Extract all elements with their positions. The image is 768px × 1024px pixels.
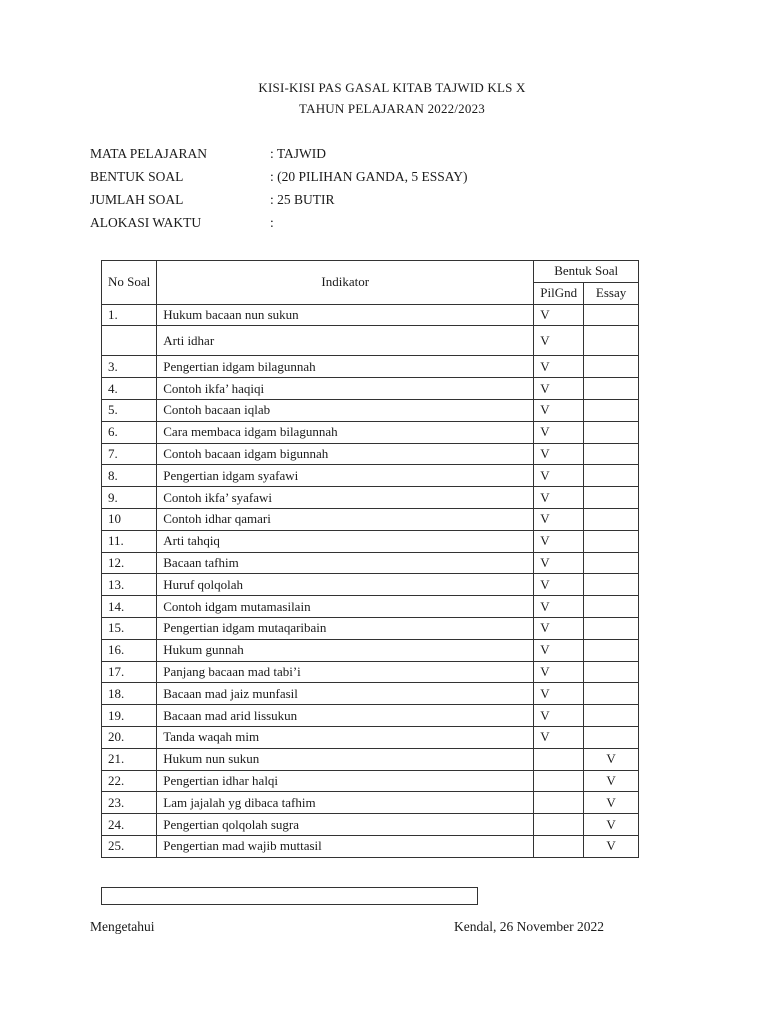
cell-pilgnd: V	[534, 596, 584, 618]
meta-info	[90, 146, 468, 238]
cell-pilgnd: V	[534, 421, 584, 443]
cell-no: 7.	[102, 443, 157, 465]
cell-indikator: Pengertian idhar halqi	[157, 770, 534, 792]
cell-indikator: Huruf qolqolah	[157, 574, 534, 596]
cell-pilgnd	[534, 814, 584, 836]
document-title: KISI-KISI PAS GASAL KITAB TAJWID KLS X	[258, 80, 526, 95]
cell-indikator: Hukum gunnah	[157, 639, 534, 661]
cell-no: 24.	[102, 814, 157, 836]
footer-place-date: Kendal, 26 November 2022	[454, 919, 604, 934]
cell-indikator: Hukum nun sukun	[157, 748, 534, 770]
table-row	[102, 748, 639, 770]
cell-essay	[584, 304, 639, 326]
cell-indikator: Contoh bacaan iqlab	[157, 399, 534, 421]
cell-indikator: Tanda waqah mim	[157, 726, 534, 748]
table-row	[102, 326, 639, 356]
cell-pilgnd: V	[534, 661, 584, 683]
cell-no: 9.	[102, 487, 157, 509]
kisi-kisi-table	[101, 260, 639, 858]
cell-indikator: Bacaan tafhim	[157, 552, 534, 574]
meta-label: MATA PELAJARAN	[90, 146, 208, 161]
cell-no: 16.	[102, 639, 157, 661]
cell-pilgnd: V	[534, 683, 584, 705]
table-row	[102, 378, 639, 400]
cell-no: 20.	[102, 726, 157, 748]
cell-pilgnd: V	[534, 574, 584, 596]
cell-essay	[584, 596, 639, 618]
table-row	[102, 639, 639, 661]
cell-essay	[584, 487, 639, 509]
table-row	[102, 705, 639, 727]
cell-pilgnd: V	[534, 508, 584, 530]
cell-pilgnd	[534, 748, 584, 770]
meta-label: BENTUK SOAL	[90, 169, 184, 184]
cell-essay	[584, 399, 639, 421]
cell-essay	[584, 421, 639, 443]
cell-indikator: Arti tahqiq	[157, 530, 534, 552]
cell-no: 17.	[102, 661, 157, 683]
table-row	[102, 399, 639, 421]
footer-mengetahui: Mengetahui	[90, 919, 155, 934]
cell-no: 21.	[102, 748, 157, 770]
cell-essay	[584, 639, 639, 661]
cell-indikator: Arti idhar	[157, 326, 534, 356]
meta-value: : 25 BUTIR	[270, 192, 335, 207]
cell-essay	[584, 661, 639, 683]
meta-row	[90, 192, 468, 215]
cell-no: 11.	[102, 530, 157, 552]
table-row	[102, 552, 639, 574]
cell-pilgnd: V	[534, 399, 584, 421]
meta-value: :	[270, 215, 274, 230]
header-no-soal: No Soal	[102, 261, 157, 305]
cell-pilgnd: V	[534, 639, 584, 661]
cell-indikator: Pengertian idgam mutaqaribain	[157, 617, 534, 639]
meta-label: JUMLAH SOAL	[90, 192, 184, 207]
cell-pilgnd: V	[534, 465, 584, 487]
cell-indikator: Pengertian idgam syafawi	[157, 465, 534, 487]
cell-essay: V	[584, 835, 639, 857]
cell-pilgnd: V	[534, 487, 584, 509]
cell-no: 25.	[102, 835, 157, 857]
table-row	[102, 683, 639, 705]
cell-essay	[584, 465, 639, 487]
cell-essay	[584, 552, 639, 574]
cell-pilgnd: V	[534, 326, 584, 356]
cell-pilgnd: V	[534, 304, 584, 326]
cell-pilgnd: V	[534, 705, 584, 727]
cell-essay	[584, 378, 639, 400]
cell-essay	[584, 326, 639, 356]
cell-no: 8.	[102, 465, 157, 487]
cell-no: 4.	[102, 378, 157, 400]
cell-essay: V	[584, 770, 639, 792]
cell-indikator: Pengertian idgam bilagunnah	[157, 356, 534, 378]
meta-value: : TAJWID	[270, 146, 327, 161]
header-bentuk-soal: Bentuk Soal	[534, 261, 639, 283]
table-row	[102, 487, 639, 509]
table-row	[102, 835, 639, 857]
table-row	[102, 465, 639, 487]
document-subtitle: TAHUN PELAJARAN 2022/2023	[299, 101, 485, 116]
cell-indikator: Contoh ikfa’ haqiqi	[157, 378, 534, 400]
header-pilgnd: PilGnd	[534, 282, 584, 304]
cell-no: 12.	[102, 552, 157, 574]
table-row	[102, 508, 639, 530]
cell-pilgnd: V	[534, 378, 584, 400]
header-indikator: Indikator	[157, 261, 534, 305]
cell-indikator: Hukum bacaan nun sukun	[157, 304, 534, 326]
cell-indikator: Panjang bacaan mad tabi’i	[157, 661, 534, 683]
cell-no: 14.	[102, 596, 157, 618]
table-row	[102, 814, 639, 836]
cell-indikator: Lam jajalah yg dibaca tafhim	[157, 792, 534, 814]
cell-pilgnd	[534, 792, 584, 814]
cell-essay: V	[584, 792, 639, 814]
cell-essay: V	[584, 814, 639, 836]
table-row	[102, 574, 639, 596]
cell-no: 23.	[102, 792, 157, 814]
cell-no: 3.	[102, 356, 157, 378]
cell-essay	[584, 705, 639, 727]
cell-pilgnd	[534, 835, 584, 857]
table-row	[102, 356, 639, 378]
cell-indikator: Cara membaca idgam bilagunnah	[157, 421, 534, 443]
cell-no: 10	[102, 508, 157, 530]
cell-pilgnd: V	[534, 356, 584, 378]
table-row	[102, 617, 639, 639]
cell-pilgnd	[534, 770, 584, 792]
table-row	[102, 661, 639, 683]
cell-no: 6.	[102, 421, 157, 443]
cell-indikator: Contoh idhar qamari	[157, 508, 534, 530]
table-row	[102, 530, 639, 552]
cell-pilgnd: V	[534, 552, 584, 574]
cell-no	[102, 326, 157, 356]
cell-pilgnd: V	[534, 443, 584, 465]
cell-no: 5.	[102, 399, 157, 421]
cell-indikator: Contoh bacaan idgam bigunnah	[157, 443, 534, 465]
cell-essay	[584, 530, 639, 552]
meta-row	[90, 215, 468, 238]
table-row	[102, 726, 639, 748]
cell-essay	[584, 683, 639, 705]
cell-indikator: Pengertian mad wajib muttasil	[157, 835, 534, 857]
cell-indikator: Contoh ikfa’ syafawi	[157, 487, 534, 509]
table-row	[102, 421, 639, 443]
table-row	[102, 443, 639, 465]
cell-essay	[584, 443, 639, 465]
meta-value: : (20 PILIHAN GANDA, 5 ESSAY)	[270, 169, 468, 184]
cell-no: 15.	[102, 617, 157, 639]
cell-no: 18.	[102, 683, 157, 705]
table-row	[102, 770, 639, 792]
cell-essay	[584, 617, 639, 639]
table-row	[102, 792, 639, 814]
cell-essay	[584, 726, 639, 748]
cell-no: 13.	[102, 574, 157, 596]
cell-pilgnd: V	[534, 530, 584, 552]
meta-row	[90, 146, 468, 169]
cell-indikator: Bacaan mad jaiz munfasil	[157, 683, 534, 705]
meta-label: ALOKASI WAKTU	[90, 215, 202, 230]
table-row	[102, 304, 639, 326]
cell-indikator: Contoh idgam mutamasilain	[157, 596, 534, 618]
cell-no: 1.	[102, 304, 157, 326]
cell-no: 22.	[102, 770, 157, 792]
cell-essay	[584, 574, 639, 596]
cell-pilgnd: V	[534, 726, 584, 748]
table-row	[102, 596, 639, 618]
cell-essay	[584, 508, 639, 530]
cell-essay: V	[584, 748, 639, 770]
cell-essay	[584, 356, 639, 378]
cell-indikator: Bacaan mad arid lissukun	[157, 705, 534, 727]
header-essay: Essay	[584, 282, 639, 304]
cell-indikator: Pengertian qolqolah sugra	[157, 814, 534, 836]
cell-pilgnd: V	[534, 617, 584, 639]
table-footer-box	[101, 887, 478, 905]
meta-row	[90, 169, 468, 192]
cell-no: 19.	[102, 705, 157, 727]
